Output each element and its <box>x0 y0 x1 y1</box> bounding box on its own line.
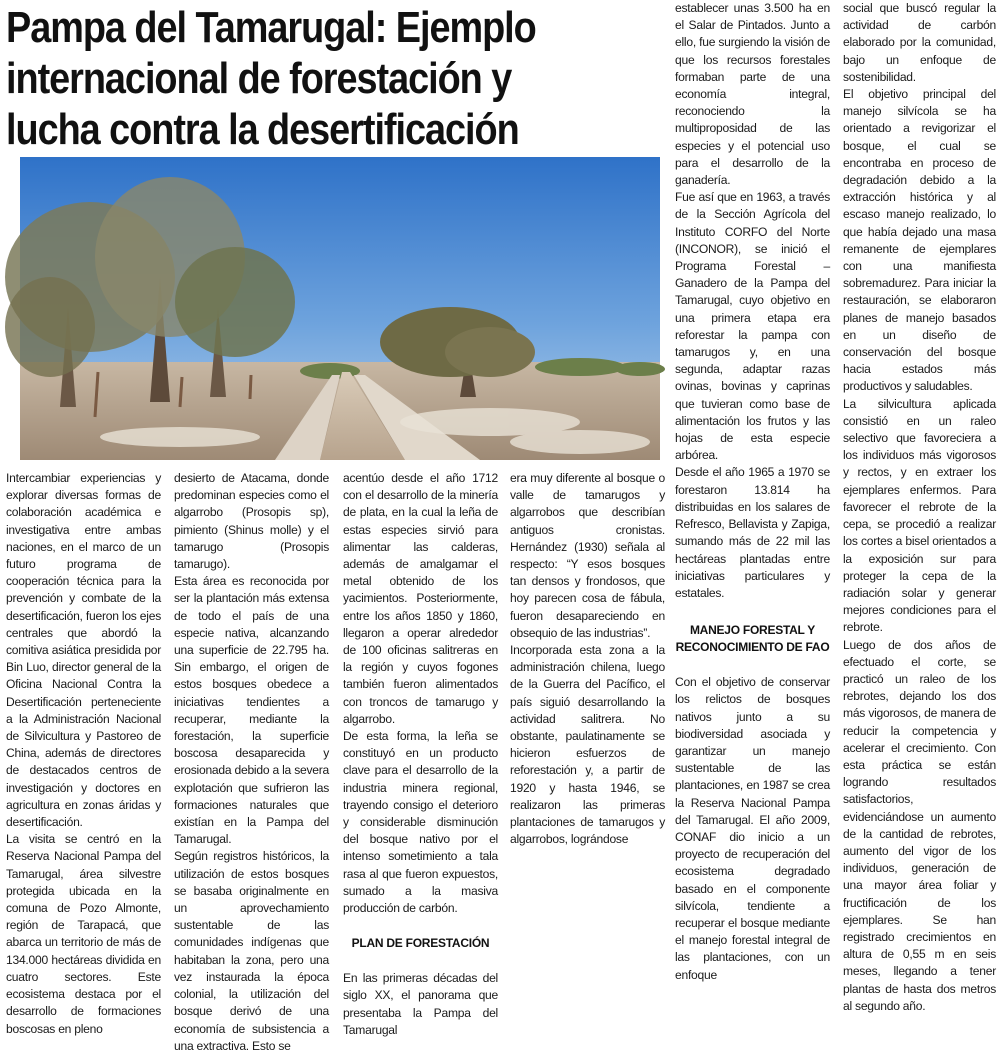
paragraph: Esta área es reconocida por ser la plantación más extensa de todo el país de una especie nativa, alcanzando una superficie de 22.795 ha. Sin embargo, el origen de estos bosques obedece a iniciativas tendientes a recuperar, mediante la forestación, la superficie boscosa desaparecida y erosionada debido a la severa explotación que sufrieron las formaciones naturales que existían en la Pampa del Tamarugal. <box>174 574 329 847</box>
article-column-6 <box>843 0 996 1013</box>
paragraph: De esta forma, la leña se constituyó en un producto clave para el desarrollo de la industria minera regional, trayendo consigo el deterioro y considerable disminución del bosque nativo por el intenso sometimiento a tala rasa al que fueron expuestos, sumado a la masiva producción de carbón. <box>343 729 498 916</box>
paragraph: Incorporada esta zona a la administración chilena, luego de la Guerra del Pacífico, el país siguió desarrollando la actividad salitrera. No obstante, paulatinamente se hicieron esfuerzos de reforestación y, a partir de 1920 y hasta 1946, se realizaron las primeras plantaciones de tamarugos y algarrobos, lográndose <box>510 643 665 847</box>
headline-line-2: internacional de forestación y <box>6 54 512 103</box>
paragraph: Fue así que en 1963, a través de la Sección Agrícola del Instituto CORFO del Norte (INCONOR), se inició el Programa Forestal – Ganadero de la Pampa del Tamarugal, cuyo objetivo en una primera etapa era reforestar la pampa con tamarugos y, en una segunda, adaptar razas ovinas, bovinas y caprinas que tuvieran como base de alimentación los frutos y las hojas de esta especie arbórea. <box>675 190 830 463</box>
article-headline <box>6 2 668 155</box>
section-subhead-fao: RECONOCIMIENTO DE FAO <box>675 640 830 655</box>
paragraph: social que buscó regular la actividad de carbón elaborado por la comunidad, bajo un enfoque de sostenibilidad. <box>843 1 996 84</box>
paragraph: Según registros históricos, la utilización de estos bosques se basaba originalmente en un aprovechamiento sustentable de las comunidades indígenas que habitaban la zona, pero una vez instaurada la época colonial, la utilización del bosque derivó de una economía de subsistencia a una extractiva. Esto se <box>174 849 329 1053</box>
forest-road-photo <box>20 157 660 460</box>
article-column-1 <box>6 470 161 1036</box>
paragraph: Intercambiar experiencias y explorar diversas formas de colaboración académica e investigativa entre ambas naciones, en el marco de un futuro programa de cooperación técnica para la prevención y combate de la desertificación, fueron los ejes centrales que abordó la comitiva asiática presidida por Bin Luo, director general de la Oficina Nacional Contra la Desertificación perteneciente a la Administración Nacional de Silvicultura y Pastoreo de China, además de directores de destacados centros de investigación y doctores en agricultura en zonas áridas y desertificación. <box>6 471 161 830</box>
article-column-3 <box>343 470 498 1037</box>
section-subhead-plan: PLAN DE FORESTACIÓN <box>351 936 490 951</box>
paragraph: desierto de Atacama, donde predominan especies como el algarrobo (Prosopis sp), pimiento (Shinus molle) y el tamarugo (Prosopis tamarugo). <box>174 471 329 572</box>
paragraph: Desde el año 1965 a 1970 se forestaron 13.814 ha distribuidas en los salares de Refresco, Bellavista y Zapiga, sumando más de 22 mil las hectáreas plantadas entre iniciativas particulares y estatales. <box>675 465 830 600</box>
article-column-2 <box>174 470 329 1053</box>
headline-line-1: Pampa del Tamarugal: Ejemplo <box>6 3 536 52</box>
paragraph: El objetivo principal del manejo silvícola se ha orientado a revigorizar el bosque, el cual se encontraba en proceso de degradación debido a la extracción histórica y al escaso manejo realizado, lo que había dejado una masa remanente de ejemplares con una manifiesta sobremadurez. Para iniciar la restauración, se elaboraron planes de manejo basados en un diseño de conservación del bosque hacia estados más productivos y saludables. <box>843 87 996 394</box>
paragraph: establecer unas 3.500 ha en el Salar de Pintados. Junto a ello, fue surgiendo la visión de que los recursos forestales formaban parte de una economía integral, reconociendo la multiproposidad de las especies y el potencial uso para el desarrollo de la ganadería. <box>675 1 830 188</box>
article-column-4 <box>510 470 665 970</box>
paragraph: La visita se centró en la Reserva Nacional Pampa del Tamarugal, área silvestre protegida ubicada en la comuna de Pozo Almonte, región de Tarapacá, que abarca un territorio de más de 134.000 hectáreas dividida en cuatro sectores. Este ecosistema destaca por el desarrollo de formaciones boscosas en pleno <box>6 832 161 1036</box>
headline-line-3: lucha contra la desertificación <box>6 105 519 154</box>
paragraph: era muy diferente al bosque o valle de tamarugos y algarrobos que describían antiguos cronistas. Hernández (1930) señala al respecto: “Y esos bosques tan densos y frondosos, que hoy parecen cosa de fábula, fueron desapareciendo en obsequio de las industrias”. <box>510 471 665 640</box>
paragraph: La silvicultura aplicada consistió en un raleo selectivo que favoreciera a los individuos más vigorosos y rectos, y en extraer los ejemplares enfermos. Para favorecer el rebrote de la cepa, se procedió a realizar los cortes a bisel orientados a la exposición sur para proteger la cepa de la radiación solar y generar mejores condiciones para el rebrote. <box>843 396 996 635</box>
paragraph: Con el objetivo de conservar los relictos de bosques nativos junto a su biodiversidad asociada y garantizar un manejo sustentable de las plantaciones, en 1987 se crea la Reserva Nacional Pampa del Tamarugal. El año 2009, CONAF dio inicio a un proyecto de recuperación del ecosistema degradado basado en el componente silvícola, tendiente a recuperar el bosque mediante el manejo forestal integral de las plantaciones, con un enfoque <box>675 675 830 982</box>
paragraph: Luego de dos años de efectuado el corte, se practicó un raleo de los rebrotes, dejando los dos más vigorosos, de manera de reducir la competencia y acelerar el crecimiento. Con esta práctica se están logrando resultados satisfactorios, evidenciándose un aumento de la cantidad de rebrotes, aumento del vigor de los individuos, generación de una mayor área foliar y fructificación de los ejemplares. Se han registrado crecimientos en altura de 0,55 m en seis meses, llegando a tener plantas de hasta dos metros al segundo año. <box>843 637 996 1013</box>
article-column-5 <box>675 0 830 982</box>
paragraph: En las primeras décadas del siglo XX, el panorama que presentaba la Pampa del Tamarugal <box>343 971 498 1037</box>
paragraph: acentúo desde el año 1712 con el desarrollo de la minería de plata, en la cual la leña de estas especies sirvió para alimentar las calderas, además de amalgamar el metal obtenido de los yacimientos. Posteriormente, entre los años 1850 y 1860, llegaron a operar alrededor de 100 oficinas salitreras en la región y cuyos fogones también fueron alimentados con troncos de tamarugo y algarrobo. <box>343 471 498 726</box>
section-subhead-manejo: MANEJO FORESTAL Y <box>689 623 816 638</box>
